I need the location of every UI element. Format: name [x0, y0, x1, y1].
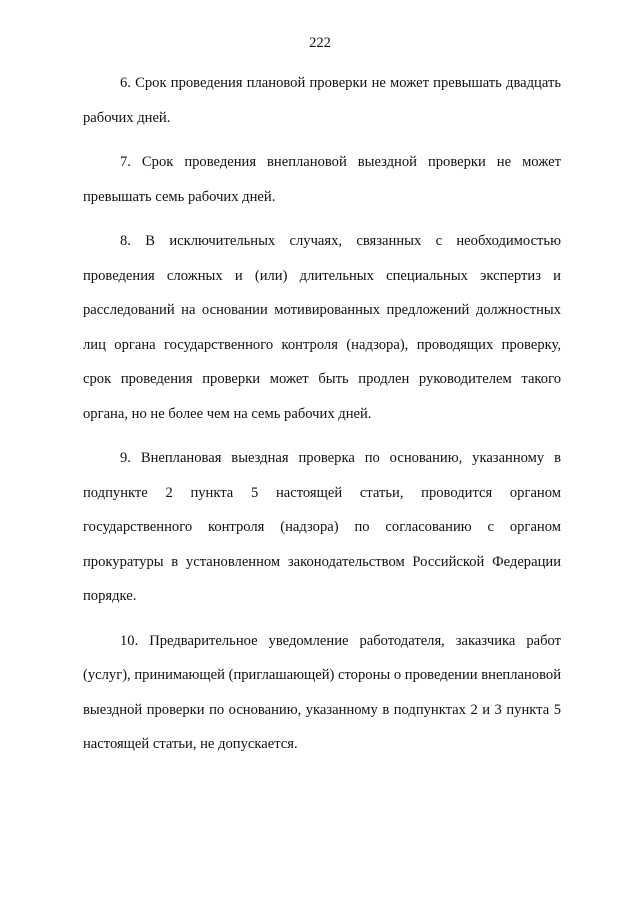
paragraph-8: 8. В исключительных случаях, связанных с необходимостью проведения сложных и (или) длительных специальных экспертиз и расследований на основании мотивированных предложений должностных лиц органа государственного контроля (надзора), проводящих проверку, срок проведения проверки может быть продлен руководителем такого органа, но не более чем на семь рабочих дней.	[83, 233, 561, 422]
page-number: 222	[309, 35, 331, 51]
paragraph-6: 6. Срок проведения плановой проверки не может превышать двадцать рабочих дней.	[83, 75, 561, 126]
paragraph-7: 7. Срок проведения внеплановой выездной проверки не может превышать семь рабочих дней.	[83, 154, 561, 205]
paragraph-9: 9. Внеплановая выездная проверка по основанию, указанному в подпункте 2 пункта 5 настоящей статьи, проводится органом государственного контроля (надзора) по согласованию с органом прокуратуры в установленном законодательством Российской Федерации порядке.	[83, 450, 561, 604]
paragraph-10: 10. Предварительное уведомление работодателя, заказчика работ (услуг), принимающей (приглашающей) стороны о проведении внеплановой выездной проверки по основанию, указанному в подпунктах 2 и 3 пункта 5 настоящей статьи, не допускается.	[83, 632, 562, 752]
document-body	[83, 66, 561, 772]
